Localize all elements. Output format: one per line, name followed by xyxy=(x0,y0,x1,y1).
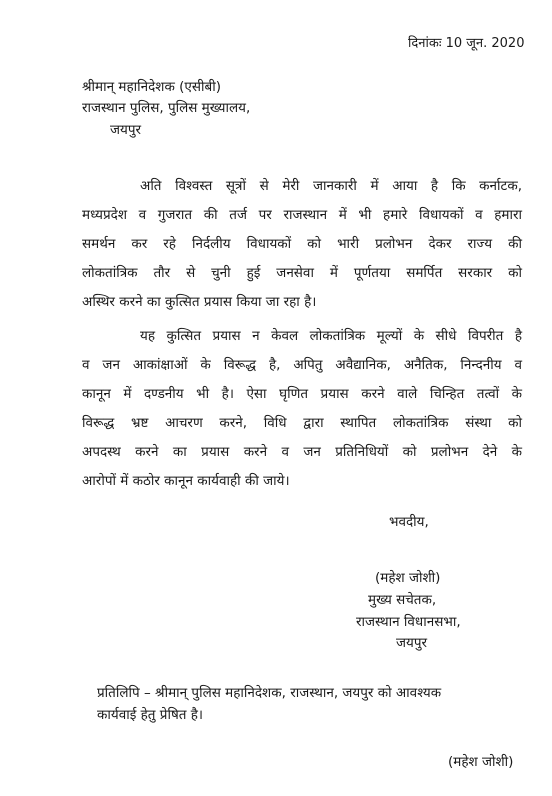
footer-signatory-name: (महेश जोशी) xyxy=(448,754,514,770)
recipient-line-3: जयपुर xyxy=(110,122,142,138)
closing-salutation: भवदीय, xyxy=(389,514,429,530)
recipient-line-1: श्रीमान् महानिदेशक (एसीबी) xyxy=(82,79,221,95)
signatory-title: मुख्य सचेतक, xyxy=(368,592,437,608)
paragraph-line: अति विश्वस्त सूत्रों से मेरी जानकारी में आया है कि कर्नाटक, xyxy=(140,178,522,194)
paragraph-line: कानून में दण्डनीय भी है। ऐसा घृणित प्रयास करने वाले चिन्हित तत्वों के xyxy=(82,386,522,402)
paragraph-line: मध्यप्रदेश व गुजरात की तर्ज पर राजस्थान में भी हमारे विधायकों व हमारा xyxy=(82,207,522,223)
paragraph-line: यह कुत्सित प्रयास न केवल लोकतांत्रिक मूल्यों के सीधे विपरीत है xyxy=(140,328,522,344)
paragraph-line: अस्थिर करने का कुत्सित प्रयास किया जा रहा है। xyxy=(82,294,317,310)
paragraph-line: आरोपों में कठोर कानून कार्यवाही की जाये। xyxy=(82,473,290,489)
copy-to-line-2: कार्यवाई हेतु प्रेषित है। xyxy=(97,707,204,723)
signatory-city: जयपुर xyxy=(396,635,428,651)
paragraph-line: अपदस्थ करने का प्रयास करने व जन प्रतिनिधियों को प्रलोभन देने के xyxy=(82,444,522,460)
recipient-line-2: राजस्थान पुलिस, पुलिस मुख्यालय, xyxy=(82,100,251,116)
paragraph-line: विरूद्ध भ्रष्ट आचरण करने, विधि द्वारा स्थापित लोकतांत्रिक संस्था को xyxy=(82,415,522,431)
letter-date: दिनांकः 10 जून. 2020 xyxy=(408,36,525,51)
paragraph-line: व जन आकांक्षाओं के विरूद्ध है, अपितु अवैद्यानिक, अनैतिक, निन्दनीय व xyxy=(82,357,522,373)
paragraph-line: समर्थन कर रहे निर्दलीय विधायकों को भारी प्रलोभन देकर राज्य की xyxy=(82,236,522,252)
copy-to-line-1: प्रतिलिपि – श्रीमान् पुलिस महानिदेशक, राजस्थान, जयपुर को आवश्यक xyxy=(97,685,442,701)
paragraph-line: लोकतांत्रिक तौर से चुनी हुई जनसेवा में पूर्णतया समर्पित सरकार को xyxy=(82,265,522,281)
signatory-body: राजस्थान विधानसभा, xyxy=(356,614,461,630)
signatory-name: (महेश जोशी) xyxy=(375,570,441,586)
